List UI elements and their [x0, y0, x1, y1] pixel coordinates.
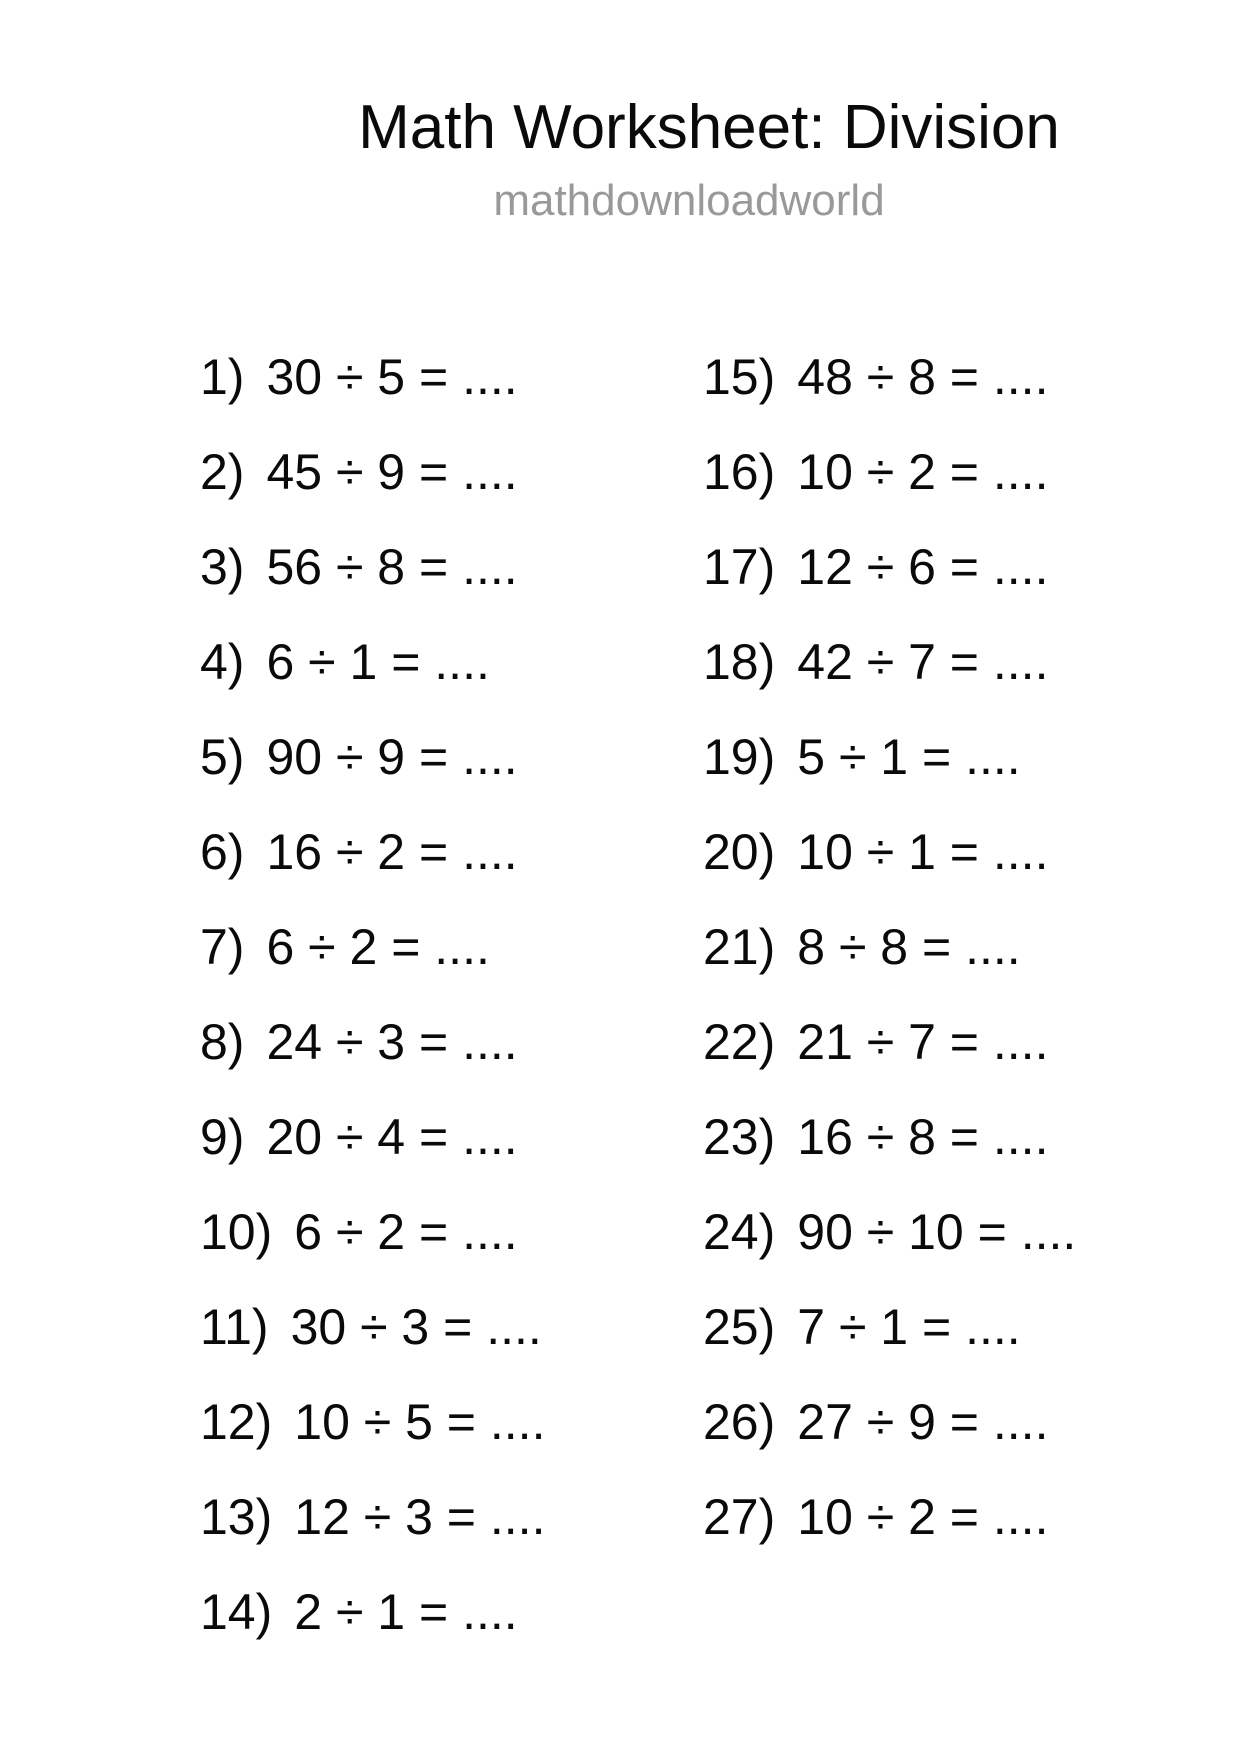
problem-expression: 56 ÷ 8 = .... — [266, 539, 518, 595]
problem-expression: 27 ÷ 9 = .... — [797, 1394, 1049, 1450]
problem-expression: 21 ÷ 7 = .... — [797, 1014, 1049, 1070]
problem-number: 25) — [703, 1299, 776, 1355]
problem-row — [200, 729, 518, 785]
problem-row — [703, 634, 1049, 690]
problem-expression: 42 ÷ 7 = .... — [797, 634, 1049, 690]
problem-row — [200, 539, 518, 595]
problem-number: 18) — [703, 634, 776, 690]
problem-row — [703, 1489, 1049, 1545]
problem-expression: 12 ÷ 6 = .... — [797, 539, 1049, 595]
problem-number: 3) — [200, 539, 245, 595]
problem-expression: 5 ÷ 1 = .... — [797, 729, 1021, 785]
problem-row — [703, 539, 1049, 595]
problem-expression: 16 ÷ 8 = .... — [797, 1109, 1049, 1165]
problem-row — [703, 919, 1021, 975]
problem-expression: 30 ÷ 3 = .... — [290, 1299, 542, 1355]
page-title: Math Worksheet: Division — [358, 93, 1060, 162]
problem-number: 19) — [703, 729, 776, 785]
problem-row — [200, 1014, 518, 1070]
problem-row — [703, 824, 1049, 880]
problem-number: 17) — [703, 539, 776, 595]
problem-expression: 7 ÷ 1 = .... — [797, 1299, 1021, 1355]
problem-number: 23) — [703, 1109, 776, 1165]
problem-row — [200, 824, 518, 880]
problem-number: 26) — [703, 1394, 776, 1450]
problem-number: 22) — [703, 1014, 776, 1070]
problem-row — [703, 1014, 1049, 1070]
problem-expression: 16 ÷ 2 = .... — [266, 824, 518, 880]
problem-number: 24) — [703, 1204, 776, 1260]
problem-expression: 48 ÷ 8 = .... — [797, 349, 1049, 405]
problem-number: 2) — [200, 444, 245, 500]
problem-number: 15) — [703, 349, 776, 405]
problem-number: 9) — [200, 1109, 245, 1165]
problem-expression: 10 ÷ 2 = .... — [797, 444, 1049, 500]
problem-number: 5) — [200, 729, 245, 785]
problem-number: 11) — [200, 1299, 269, 1355]
problem-row — [703, 729, 1021, 785]
problem-expression: 8 ÷ 8 = .... — [797, 919, 1021, 975]
problem-row — [200, 1489, 546, 1545]
problem-number: 7) — [200, 919, 245, 975]
problem-number: 12) — [200, 1394, 273, 1450]
problem-number: 1) — [200, 349, 245, 405]
problem-expression: 12 ÷ 3 = .... — [294, 1489, 546, 1545]
problem-row — [703, 1109, 1049, 1165]
problem-row — [703, 1204, 1077, 1260]
problem-expression: 45 ÷ 9 = .... — [266, 444, 518, 500]
problem-number: 27) — [703, 1489, 776, 1545]
problem-expression: 6 ÷ 1 = .... — [266, 634, 490, 690]
problem-row — [200, 1584, 518, 1640]
problem-number: 8) — [200, 1014, 245, 1070]
problem-row — [200, 349, 518, 405]
problem-number: 13) — [200, 1489, 273, 1545]
problem-number: 10) — [200, 1204, 273, 1260]
problem-row — [703, 1394, 1049, 1450]
page-subtitle: mathdownloadworld — [493, 176, 885, 225]
problem-expression: 6 ÷ 2 = .... — [294, 1204, 518, 1260]
problem-expression: 30 ÷ 5 = .... — [266, 349, 518, 405]
problem-row — [200, 1204, 518, 1260]
problem-expression: 10 ÷ 1 = .... — [797, 824, 1049, 880]
problem-expression: 10 ÷ 5 = .... — [294, 1394, 546, 1450]
problem-row — [200, 634, 490, 690]
problem-row — [200, 444, 518, 500]
problem-number: 16) — [703, 444, 776, 500]
problem-row — [703, 444, 1049, 500]
problem-expression: 20 ÷ 4 = .... — [266, 1109, 518, 1165]
problem-row — [703, 349, 1049, 405]
problem-row — [200, 1394, 546, 1450]
problem-expression: 90 ÷ 10 = .... — [797, 1204, 1077, 1260]
problem-row — [200, 1109, 518, 1165]
problem-number: 4) — [200, 634, 245, 690]
problem-row — [703, 1299, 1021, 1355]
problem-row — [200, 919, 490, 975]
problem-number: 6) — [200, 824, 245, 880]
problem-number: 20) — [703, 824, 776, 880]
problem-expression: 6 ÷ 2 = .... — [266, 919, 490, 975]
problem-expression: 90 ÷ 9 = .... — [266, 729, 518, 785]
problem-expression: 2 ÷ 1 = .... — [294, 1584, 518, 1640]
problem-row — [200, 1299, 542, 1355]
problem-number: 14) — [200, 1584, 273, 1640]
problem-expression: 24 ÷ 3 = .... — [266, 1014, 518, 1070]
problem-expression: 10 ÷ 2 = .... — [797, 1489, 1049, 1545]
problem-number: 21) — [703, 919, 776, 975]
